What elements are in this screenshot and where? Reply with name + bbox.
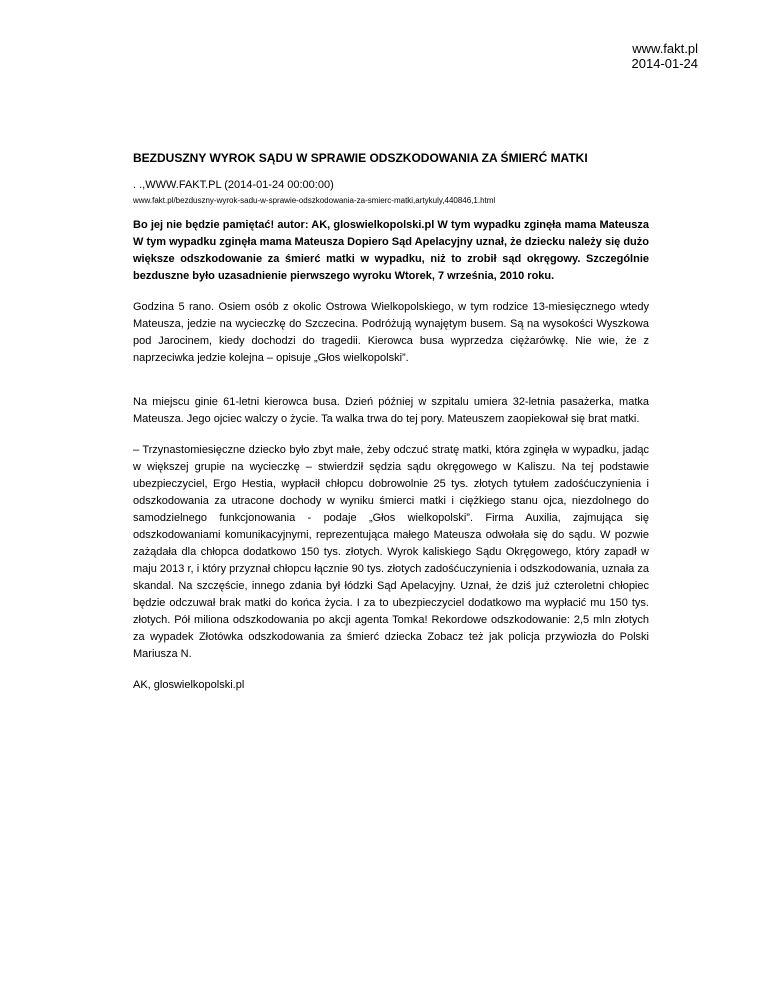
article-paragraph-1: Godzina 5 rano. Osiem osób z okolic Ostrowa Wielkopolskiego, w tym rodzice 13-miesięcznego wtedy Mateusza, jedzie na wycieczkę do Szczecina. Podróżują wynajętym busem. Są na wysokości Wyszkowa pod Jarocinem, kiedy dochodzi do tragedii. Kierowca busa wyprzedza ciężarówkę. Nie wie, że z naprzeciwka jedzie kolejna – opisuje „Głos wielkopolski”. <box>133 301 649 364</box>
article <box>133 150 649 694</box>
article-paragraph-2: Na miejscu ginie 61-letni kierowca busa. Dzień później w szpitalu umiera 32-letnia pasażerka, matka Mateusza. Jego ojciec walczy o życie. Ta walka trwa do tej pory. Mateuszem zaopiekował się brat matki. <box>133 396 649 425</box>
document-date: 2014-01-24 <box>631 56 698 71</box>
article-paragraph-3: – Trzynastomiesięczne dziecko było zbyt małe, żeby odczuć stratę matki, która zginęła w wypadku, jadąc w większej grupie na wycieczkę – stwierdził sędzia sądu okręgowego w Kaliszu. Na tej podstawie ubezpieczyciel, Ergo Hestia, wypłacił chłopcu dobrowolnie 25 tys. złotych tytułem zadośćuczynienia i odszkodowania za utracone dochody w wyniku śmierci matki i ciężkiego stanu ojca, niezdolnego do samodzielnego funkcjonowania - podaje „Głos wielkopolski”. Firma Auxilia, zajmująca się odszkodowaniami komunikacyjnymi, reprezentująca małego Mateusza odwołała się do sądu. W pozwie zażądała dla chłopca dodatkowo 150 tys. złotych. Wyrok kaliskiego Sądu Okręgowego, który zapadł w maju 2013 r, i który przyznał chłopcu łącznie 90 tys. złotych zadośćuczynienia i odszkodowania, uznała za skandal. Na szczęście, innego zdania był łódzki Sąd Apelacyjny. Uznał, że dziś już czteroletni chłopiec będzie odczuwał brak matki do końca życia. I za to ubezpieczyciel dodatkowo ma wypłacić mu 150 tys. złotych. Pół miliona odszkodowania po akcji agenta Tomka! Rekordowe odszkodowanie: 2,5 mln złotych za wypadek Złotówka odszkodowania za śmierć dziecka Zobacz też jak policja przywiozła do Polski Mariusza N. <box>133 444 649 660</box>
article-footer-source: AK, gloswielkopolski.pl <box>133 679 245 691</box>
article-url: www.fakt.pl/bezduszny-wyrok-sadu-w-sprawie-odszkodowania-za-smierc-matki,artykuly,440846,1.html <box>133 196 496 205</box>
site-name: www.fakt.pl <box>632 41 698 56</box>
article-title: BEZDUSZNY WYROK SĄDU W SPRAWIE ODSZKODOWANIA ZA ŚMIERĆ MATKI <box>133 151 588 165</box>
article-lead: Bo jej nie będzie pamiętać! autor: AK, gloswielkopolski.pl W tym wypadku zginęła mama Mateusza W tym wypadku zginęła mama Mateusza Dopiero Sąd Apelacyjny uznał, że dziecku należy się dużo większe odszkodowanie za śmierć matki w wypadku, niż to zrobił sąd okręgowy. Szczególnie bezduszne było uzasadnienie pierwszego wyroku Wtorek, 7 września, 2010 roku. <box>133 219 649 282</box>
document-header <box>632 41 699 71</box>
source-line: . .,WWW.FAKT.PL (2014-01-24 00:00:00) <box>133 179 334 191</box>
